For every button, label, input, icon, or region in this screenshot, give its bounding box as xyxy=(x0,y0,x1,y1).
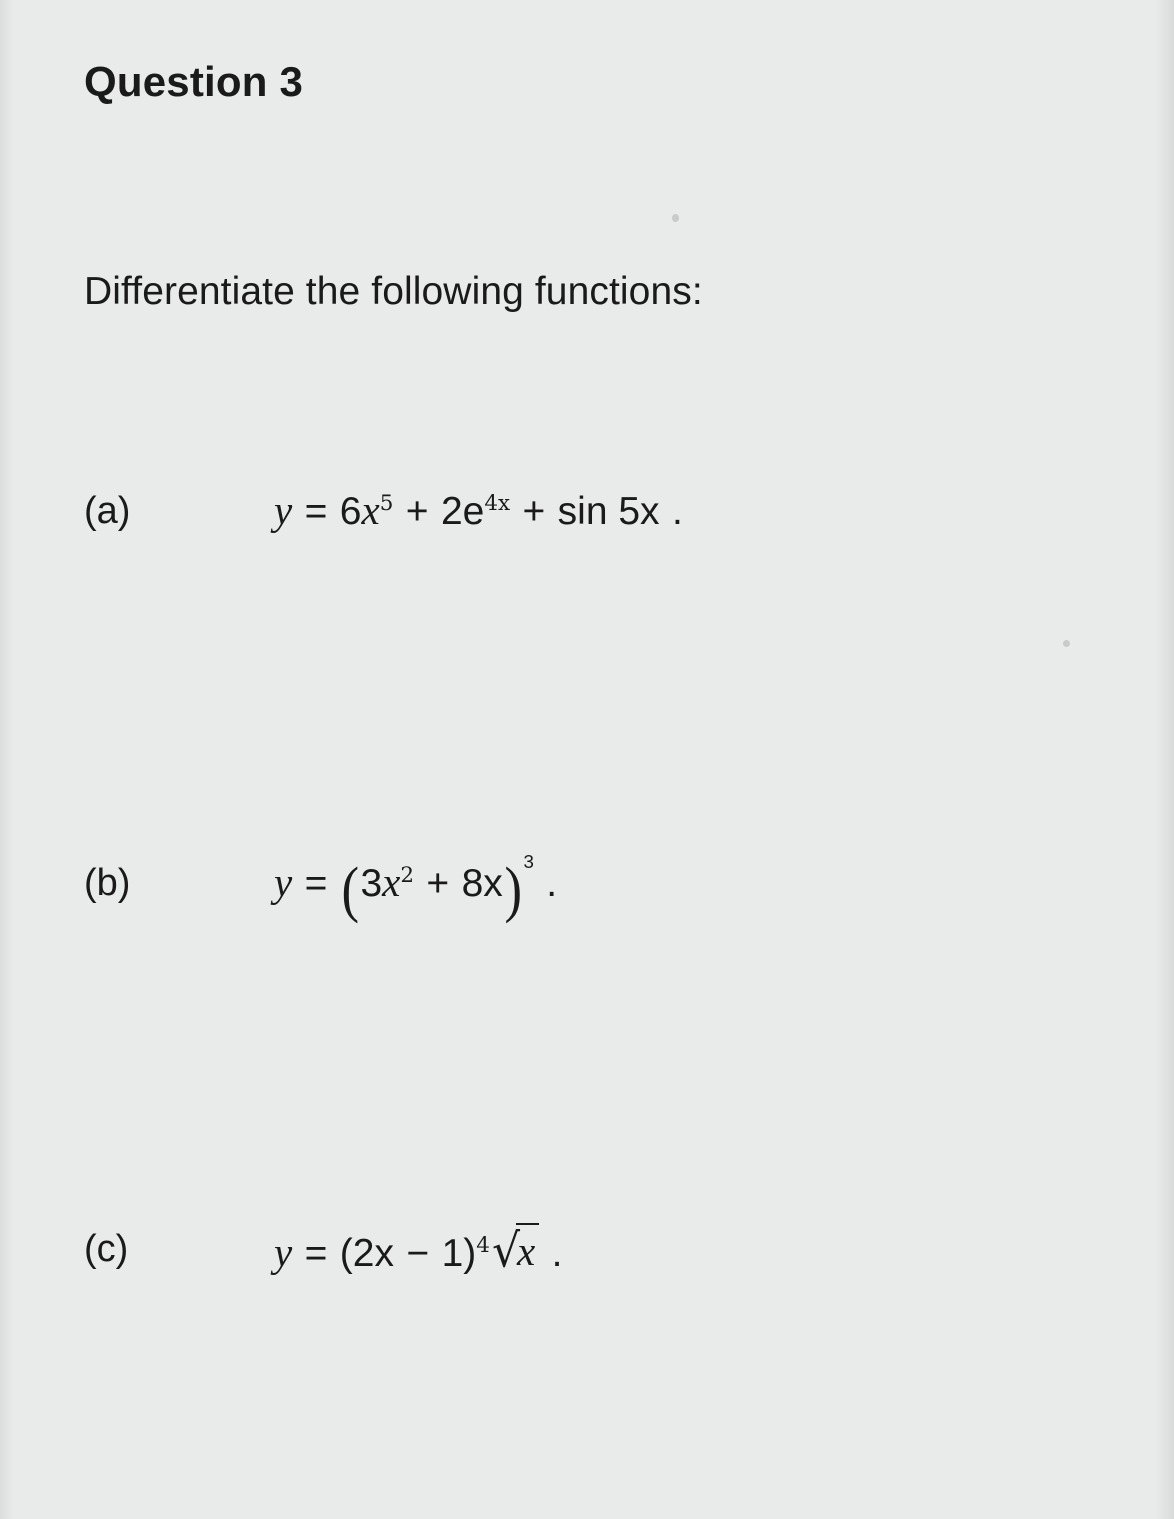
equation-c-square-root xyxy=(490,1224,539,1277)
equation-c-lhs: y xyxy=(274,1229,293,1275)
equation-b-inner-term2: 8x xyxy=(461,862,503,905)
equation-a-term1-exponent: 5 xyxy=(379,491,394,516)
item-label-a: (a) xyxy=(84,490,131,532)
equation-a xyxy=(274,486,683,534)
equation-b-inner-plus: + xyxy=(426,862,450,905)
equation-c-equals: = xyxy=(304,1232,328,1275)
equation-b-inner-coeff: 3 xyxy=(360,862,383,905)
item-label-b: (b) xyxy=(84,862,131,904)
equation-a-equals: = xyxy=(304,490,328,533)
equation-c-exponent: 4 xyxy=(476,1233,490,1258)
equation-a-period: . xyxy=(671,490,683,533)
equation-a-term2-base: e xyxy=(462,490,485,533)
instruction-text: Differentiate the following functions: xyxy=(84,270,703,313)
equation-b-inner-var: x xyxy=(382,859,401,905)
equation-a-term3: sin 5x xyxy=(557,490,660,533)
equation-b xyxy=(274,851,558,924)
equation-a-term1-var: x xyxy=(361,487,380,533)
page-right-edge-shadow xyxy=(1156,0,1174,1519)
equation-c xyxy=(274,1224,562,1277)
equation-c-close-paren: ) xyxy=(463,1232,477,1275)
page-title: Question 3 xyxy=(84,58,304,105)
equation-a-term2-coeff: 2 xyxy=(440,490,463,533)
equation-b-equals: = xyxy=(304,862,328,905)
equation-c-radicand: x xyxy=(516,1223,539,1275)
equation-c-inner-term: 2x xyxy=(352,1232,394,1275)
equation-b-outer-exponent: 3 xyxy=(523,851,534,872)
equation-a-term2-exponent: 4x xyxy=(484,491,511,516)
equation-b-close-paren: ) xyxy=(504,856,522,924)
equation-a-lhs: y xyxy=(274,487,293,533)
radical-icon: √ xyxy=(491,1224,520,1279)
equation-a-plus-1: + xyxy=(405,490,429,533)
equation-b-open-paren: ( xyxy=(341,856,359,924)
equation-a-plus-2: + xyxy=(522,490,546,533)
page-left-edge-shadow xyxy=(0,0,14,1519)
equation-c-minus: − xyxy=(406,1232,430,1275)
equation-b-lhs: y xyxy=(274,859,293,905)
paper-speck xyxy=(1063,640,1070,647)
paper-speck xyxy=(672,214,679,222)
item-label-c: (c) xyxy=(84,1228,129,1270)
equation-a-term1-coeff: 6 xyxy=(339,490,362,533)
equation-b-inner-exponent: 2 xyxy=(400,863,414,888)
equation-b-period: . xyxy=(546,862,558,905)
equation-c-inner-term2: 1 xyxy=(441,1232,464,1275)
equation-c-open-paren: ( xyxy=(339,1232,353,1275)
equation-c-period: . xyxy=(551,1232,563,1275)
